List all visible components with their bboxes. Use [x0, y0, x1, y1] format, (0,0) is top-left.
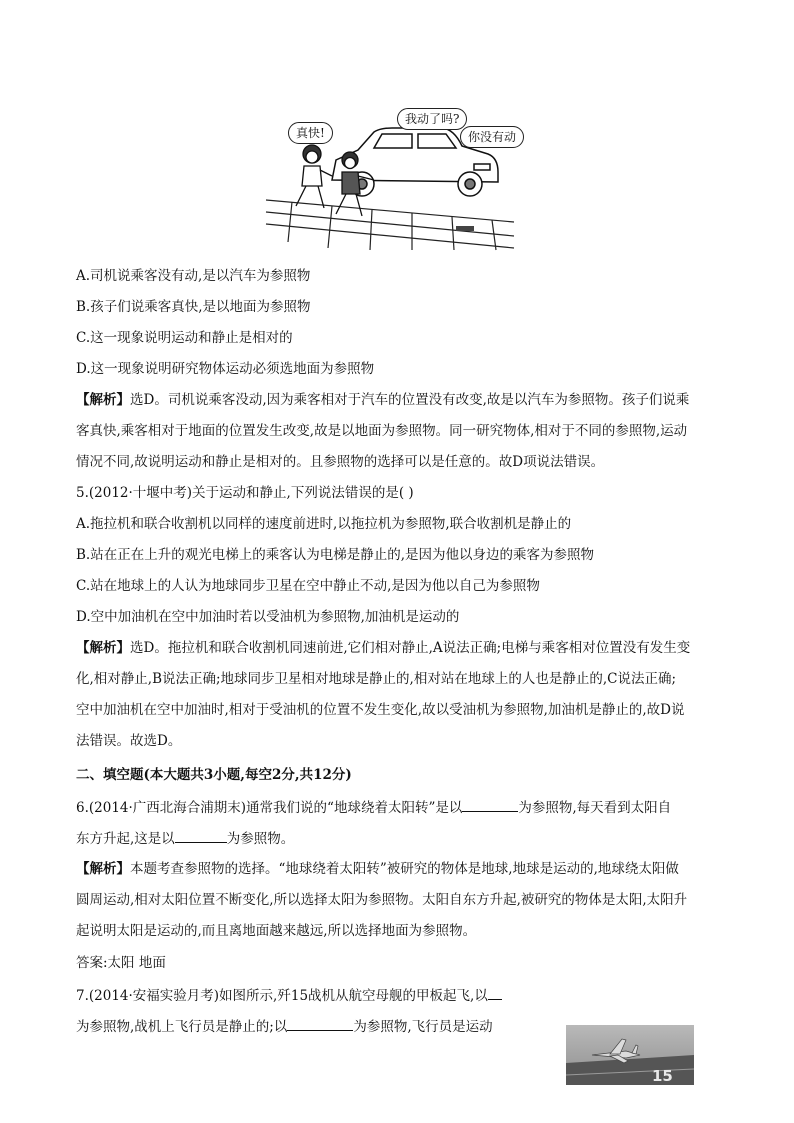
- q5-option-d: D.空中加油机在空中加油时若以受油机为参照物,加油机是运动的: [76, 609, 460, 625]
- q4-option-d: D.这一现象说明研究物体运动必须选地面为参照物: [76, 361, 375, 377]
- carrier-jet-drawing: [566, 1025, 694, 1085]
- q4-analysis-label: 【解析】: [76, 392, 130, 408]
- carrier-jet-photo: [566, 1025, 694, 1085]
- q6-analysis-line-2: 圆周运动,相对太阳位置不断变化,所以选择太阳为参照物。太阳自东方升起,被研究的物体是太阳,太阳升: [76, 892, 688, 908]
- q6-stem-line-2: 东方升起,这是以 为参照物。: [76, 828, 294, 849]
- q5-analysis-line-4: 法错误。故选D。: [76, 733, 182, 749]
- q6-answer: 答案:太阳 地面: [76, 955, 166, 971]
- q5-analysis-label: 【解析】: [76, 640, 130, 656]
- q5-analysis-line-1: 【解析】选D。拖拉机和联合收割机同速前进,它们相对静止,A说法正确;电梯与乘客相对位置没有发生变: [76, 640, 691, 656]
- q4-analysis-line-2: 客真快,乘客相对于地面的位置发生改变,故是以地面为参照物。同一研究物体,相对于不同的参照物,运动: [76, 423, 688, 439]
- q5-analysis-line-3: 空中加油机在空中加油时,相对于受油机的位置不发生变化,故以受油机为参照物,加油机是静止的,故D说: [76, 702, 685, 718]
- passenger-speech-bubble: 我动了吗?: [397, 108, 467, 130]
- q4-option-b: B.孩子们说乘客真快,是以地面为参照物: [76, 299, 311, 315]
- car-kids-illustration: [262, 102, 518, 252]
- q6-analysis-line-1: 【解析】本题考查参照物的选择。“地球绕着太阳转”被研究的物体是地球,地球是运动的,地球绕太阳做: [76, 861, 679, 877]
- kids-speech-bubble: 真快!: [288, 122, 333, 144]
- q6-analysis-label: 【解析】: [76, 861, 130, 877]
- q4-option-a: A.司机说乘客没有动,是以汽车为参照物: [76, 268, 311, 284]
- q5-option-c: C.站在地球上的人认为地球同步卫星在空中静止不动,是因为他以自己为参照物: [76, 578, 540, 594]
- q7-stem-line-2: 为参照物,战机上飞行员是静止的;以 为参照物,飞行员是运动: [76, 1016, 493, 1037]
- q7-stem-line-1: 7.(2014·安福实验月考)如图所示,歼15战机从航空母舰的甲板起飞,以: [76, 985, 502, 1006]
- deck-number: 15: [652, 1067, 673, 1085]
- q7-blank-2[interactable]: [287, 1016, 353, 1031]
- q7-blank-1[interactable]: [488, 985, 502, 1000]
- q6-stem-line-1: 6.(2014·广西北海合浦期末)通常我们说的“地球绕着太阳转”是以 为参照物,每天看到太阳自: [76, 797, 671, 818]
- driver-speech-bubble: 你没有动: [460, 126, 524, 148]
- q5-option-a: A.拖拉机和联合收割机以同样的速度前进时,以拖拉机为参照物,联合收割机是静止的: [76, 516, 572, 532]
- q5-analysis-line-2: 化,相对静止,B说法正确;地球同步卫星相对地球是静止的,相对站在地球上的人也是静止的,C说法正确;: [76, 671, 677, 687]
- q5-stem: 5.(2012·十堰中考)关于运动和静止,下列说法错误的是( ): [76, 485, 414, 501]
- q5-option-b: B.站在正在上升的观光电梯上的乘客认为电梯是静止的,是因为他以身边的乘客为参照物: [76, 547, 595, 563]
- q6-blank-1[interactable]: [462, 797, 518, 812]
- section-heading-fill-in: 二、填空题(本大题共3小题,每空2分,共12分): [76, 767, 352, 783]
- q4-analysis-line-1: 【解析】选D。司机说乘客没动,因为乘客相对于汽车的位置没有改变,故是以汽车为参照物。孩子们说乘: [76, 392, 690, 408]
- q6-blank-2[interactable]: [175, 828, 227, 843]
- q4-option-c: C.这一现象说明运动和静止是相对的: [76, 330, 293, 346]
- q4-analysis-line-3: 情况不同,故说明运动和静止是相对的。且参照物的选择可以是任意的。故D项说法错误。: [76, 454, 605, 470]
- q6-analysis-line-3: 起说明太阳是运动的,而且离地面越来越远,所以选择地面为参照物。: [76, 923, 477, 939]
